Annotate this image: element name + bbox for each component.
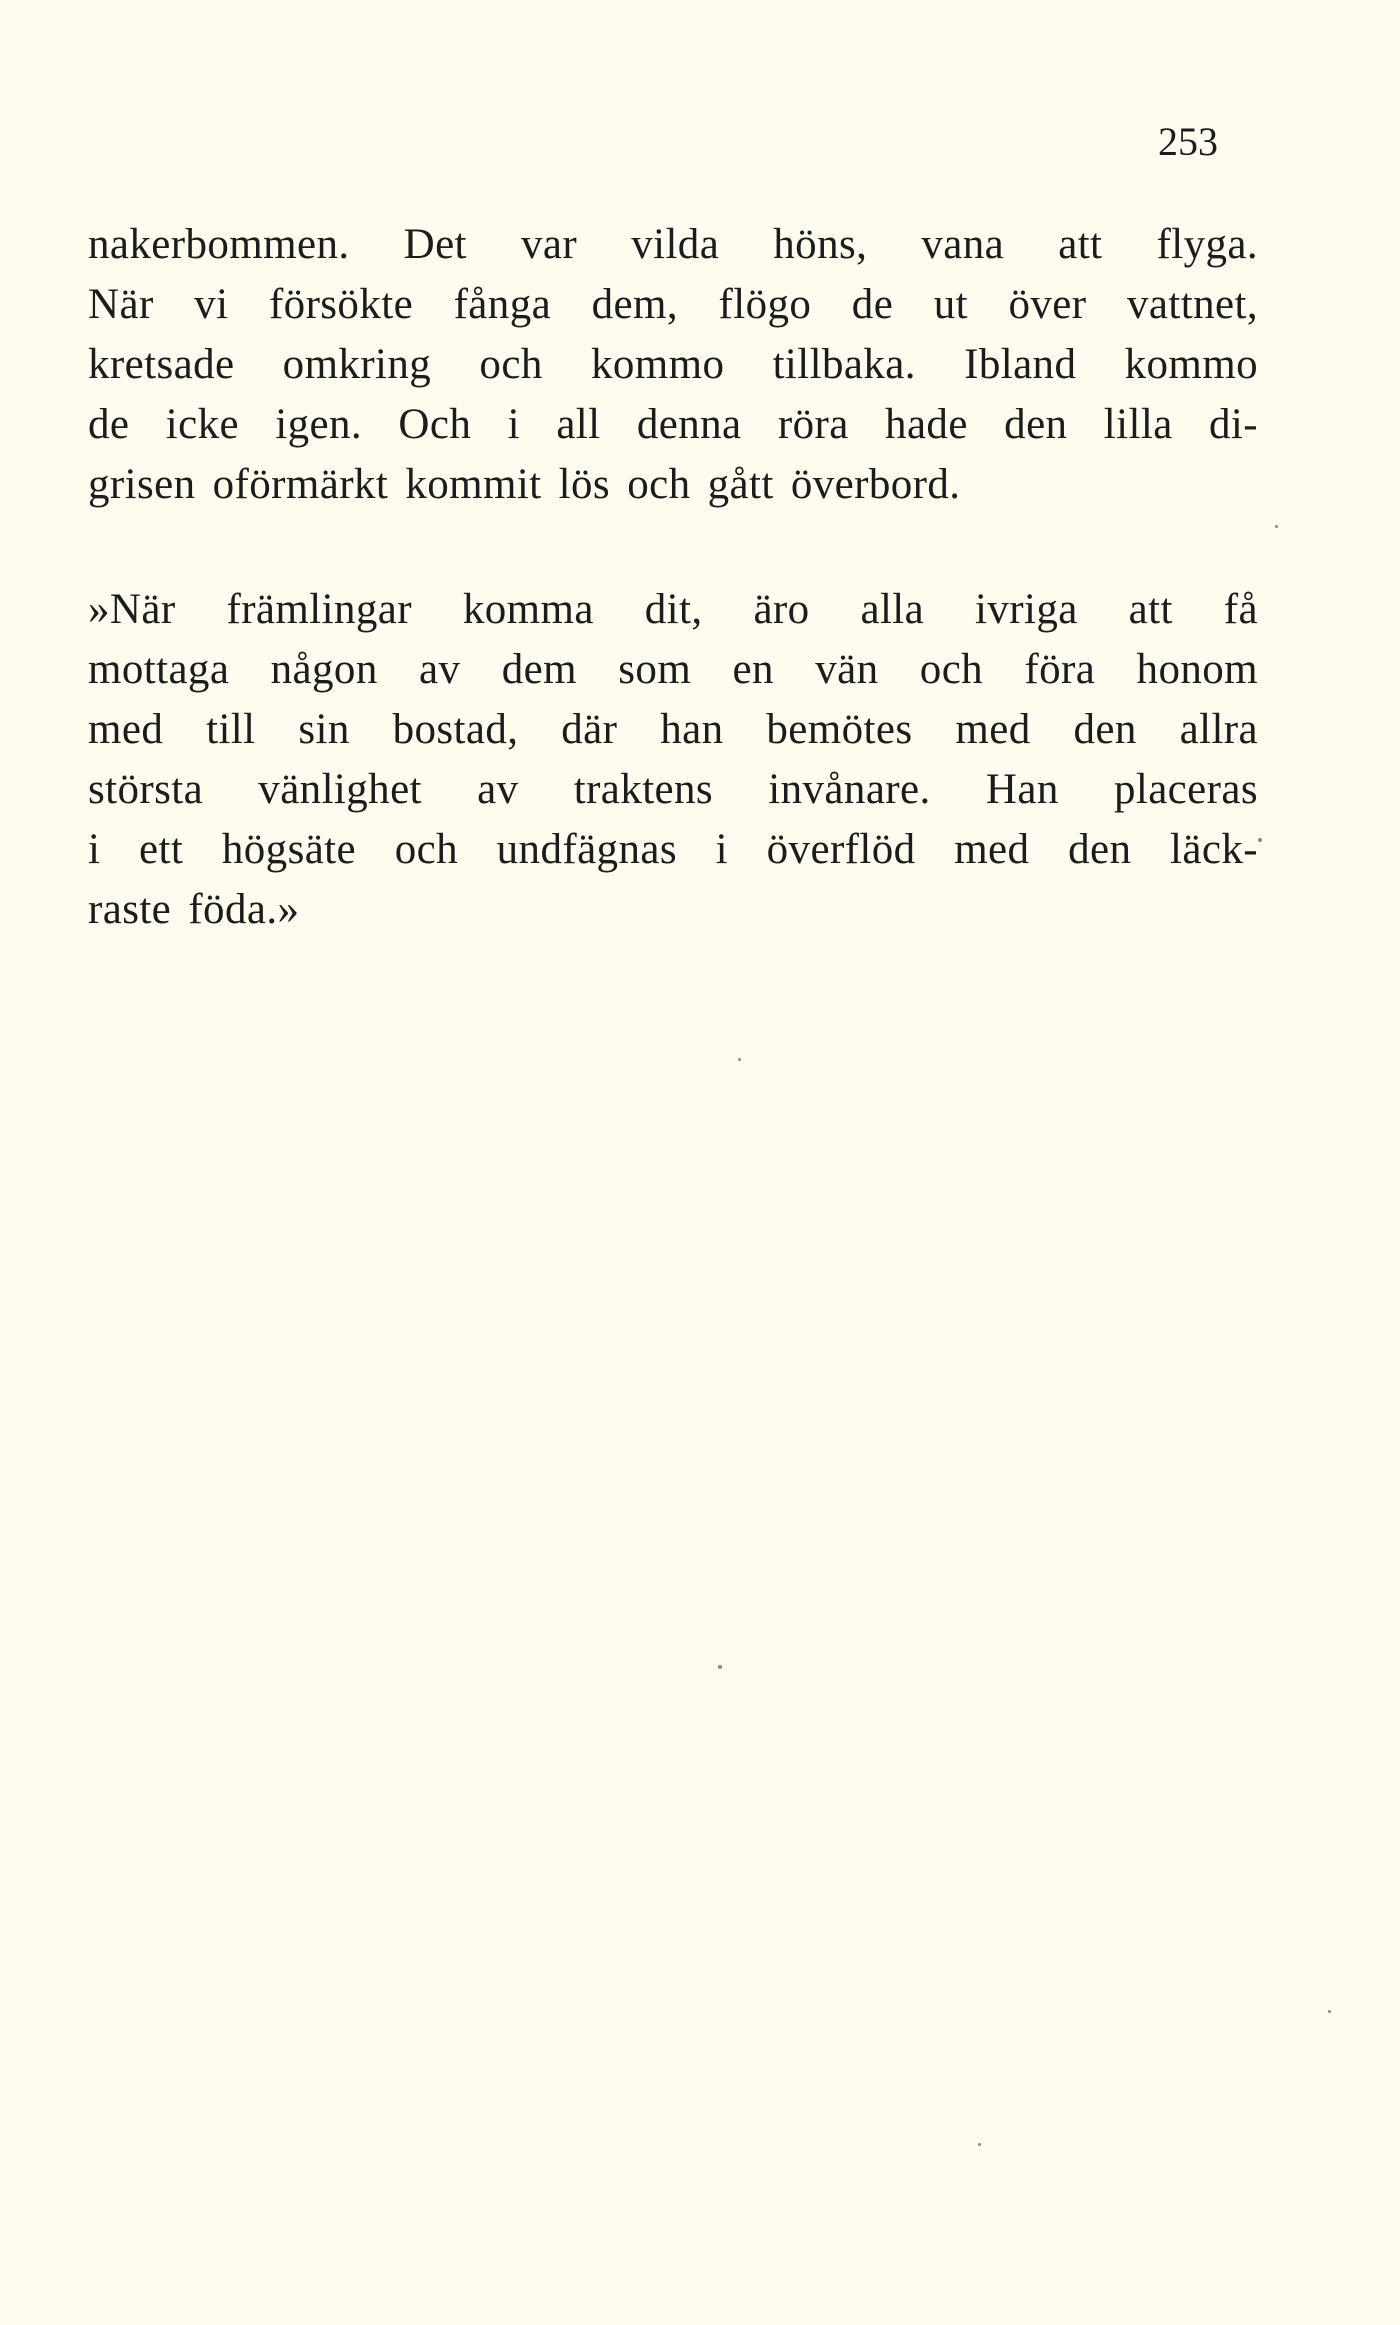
- paper-speck: [1258, 838, 1262, 842]
- paper-speck: [1328, 2010, 1331, 2013]
- paper-speck: [738, 1058, 741, 1061]
- paragraph-1: [88, 215, 1258, 515]
- paper-speck: [978, 2143, 981, 2146]
- text-line: raste föda.»: [88, 886, 300, 933]
- text-line: i ett högsäte och undfägnas i överflöd med den läck-: [88, 826, 1258, 873]
- text-line: nakerbommen. Det var vilda höns, vana att flyga.: [88, 221, 1258, 268]
- text-line: med till sin bostad, där han bemötes med den allra: [88, 706, 1258, 753]
- paper-speck: [1275, 525, 1278, 528]
- text-line: mottaga någon av dem som en vän och föra honom: [88, 646, 1258, 693]
- text-line: största vänlighet av traktens invånare. Han placeras: [88, 766, 1258, 813]
- paper-speck: [718, 1665, 722, 1669]
- text-line: När vi försökte fånga dem, flögo de ut över vattnet,: [88, 281, 1258, 328]
- text-line: kretsade omkring och kommo tillbaka. Ibland kommo: [88, 341, 1258, 388]
- text-line: »När främlingar komma dit, äro alla ivriga att få: [88, 586, 1258, 633]
- text-line: grisen oförmärkt kommit lös och gått överbord.: [88, 461, 961, 508]
- page-number: 253: [1158, 119, 1218, 164]
- paragraph-2: [88, 580, 1258, 940]
- text-line: de icke igen. Och i all denna röra hade den lilla di-: [88, 401, 1258, 448]
